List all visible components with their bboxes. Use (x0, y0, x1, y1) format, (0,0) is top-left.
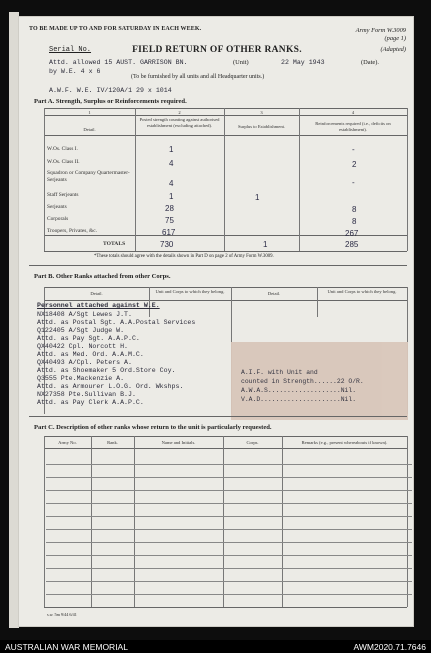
part-a-header-rule (44, 135, 407, 136)
form-adapted-text: (Adapted) (380, 45, 406, 53)
typed-line-6: Attd. as Med. Ord. A.A.M.C. (37, 351, 144, 358)
attached-slip (231, 342, 408, 420)
typed-line-3: Q122405 A/Sgt Judge W. (37, 327, 125, 334)
slip-line-4: V.A.D.....................Nil. (241, 396, 357, 403)
total-reinf: 285 (345, 240, 359, 249)
slip-line-1: A.I.F. with Unit and (241, 369, 318, 376)
part-c-row-rule (46, 477, 412, 478)
typed-line-7: QX40493 A/Cpl. Peters A. (37, 359, 132, 366)
col-number-1: 1 (88, 110, 91, 115)
printer-note: s.w. 5m 9/44 6/41 (47, 612, 77, 617)
reinf-cpl: 8 (352, 217, 357, 226)
typed-line-2: Attd. as Postal Sgt. A.A.Postal Services (37, 319, 196, 326)
typed-line-12: Attd. as Pay Clerk A.A.P.C. (37, 399, 144, 406)
row-label-cqms: Squadron or Company Quartermaster-Serjeants (47, 170, 130, 183)
part-a-bottom-rule (44, 251, 407, 252)
form-number-text: Army Form W.3009 (355, 27, 406, 34)
col-number-3: 3 (260, 110, 263, 115)
part-a-label: Part A. (34, 98, 55, 105)
date-value: 22 May 1943 (281, 59, 325, 66)
part-c-row-rule (46, 516, 412, 517)
furnished-note: (To be furnished by all units and all Headquarter units.) (131, 74, 265, 80)
reinf-pte: 267 (345, 229, 359, 238)
col-header-surplus: Surplus to Establishment. (237, 124, 286, 129)
posted-staff-sjt: 1 (169, 192, 174, 201)
part-a-separator (29, 265, 407, 266)
by-line: by W.E. 4 x 6 (49, 68, 101, 75)
date-label: (Date). (361, 59, 379, 66)
posted-wo1: 1 (169, 145, 174, 154)
row-label-wo1: W.Os. Class I. (47, 146, 78, 152)
part-c-heading (34, 424, 272, 431)
part-a-vline-1 (135, 108, 136, 251)
col-header-posted: Posted strength counting against authorised establishment (excluding attached). (139, 117, 220, 128)
typed-line-5: QX40422 Cpl. Norcott H. (37, 343, 129, 350)
part-c-col-remarks: Remarks (e.g., present whereabouts if known). (301, 440, 388, 445)
attd-line: Attd. allowed 15 AUST. GARRISON BN. (49, 59, 188, 66)
col-number-2: 2 (178, 110, 181, 115)
part-c-row-rule (46, 581, 412, 582)
part-c-col-name: Name and Initials. (161, 440, 196, 445)
reinf-wo2: 2 (352, 160, 357, 169)
part-b-col-unit-1: Unit and Corps to which they belong. (155, 289, 225, 294)
part-c-row-rule (46, 568, 412, 569)
slip-line-2: counted in Strength......22 O/R. (241, 378, 364, 385)
part-b-title: Other Ranks attached from other Corps. (55, 273, 171, 280)
col-header-detail: Detail. (83, 127, 96, 132)
archive-accession-number: AWM2020.71.7646 (353, 641, 426, 652)
part-a-heading (34, 98, 187, 105)
part-a-title: Strength, Surplus or Reinforcements required. (55, 98, 187, 105)
part-a-vline-4 (407, 108, 408, 251)
awe-line: A.W.F. W.E. IV/120A/1 29 x 1014 (49, 87, 172, 94)
part-b-separator (29, 416, 407, 417)
part-a-top-rule (44, 108, 407, 109)
personnel-attached-heading: Personnel attached against W.E. (37, 302, 160, 309)
row-label-staff-sjt: Staff Serjeants (47, 192, 79, 198)
part-c-row-rule (46, 594, 412, 595)
part-c-row-rule (46, 490, 412, 491)
typed-line-10: Attd. as Armourer L.O.G. Ord. Wkshps. (37, 383, 184, 390)
total-posted: 730 (160, 240, 174, 249)
surplus-staff-sjt: 1 (255, 193, 260, 202)
typed-line-1: NX18408 A/Sgt Lewes J.T. (37, 311, 132, 318)
part-b-heading (34, 273, 170, 280)
row-label-sjt: Serjeants (47, 204, 67, 210)
form-title: FIELD RETURN OF OTHER RANKS. (132, 45, 302, 55)
archive-caption-bar (0, 640, 431, 653)
part-c-row-rule (46, 542, 412, 543)
part-b-col-unit-2: Unit and Corps to which they belong. (327, 289, 397, 294)
col-header-reinforcements: Reinforcements required (i.e., deficits on establishment). (315, 121, 391, 132)
part-a-footnote: *These totals should agree with the details shown in Part D on page 2 of Army Form W.3009. (94, 254, 274, 259)
posted-cpl: 75 (165, 216, 174, 225)
row-label-wo2: W.Os. Class II. (47, 159, 80, 165)
part-c-row-rule (46, 464, 412, 465)
posted-cqms: 4 (169, 179, 174, 188)
part-c-col-corps: Corps. (246, 440, 259, 445)
reinf-wo1: - (352, 145, 355, 154)
posted-sjt: 28 (165, 204, 174, 213)
part-c-col-rank: Rank. (107, 440, 118, 445)
part-b-col-detail-1: Detail. (90, 291, 103, 296)
part-c-title: Description of other ranks whose return to the unit is particularly requested. (56, 424, 272, 431)
typed-line-4: Attd. as Pay Sgt. A.A.P.C. (37, 335, 140, 342)
part-c-row-rule (46, 529, 412, 530)
slip-line-3: A.W.A.S...................Nil. (241, 387, 357, 394)
part-c-col-army-no: Army No. (58, 440, 77, 445)
part-c-row-rule (46, 503, 412, 504)
part-c-bottom-rule (44, 607, 407, 608)
serial-label: Serial No. (49, 46, 92, 54)
posted-wo2: 4 (169, 159, 174, 168)
part-c-vline-0 (44, 436, 45, 607)
total-surplus: 1 (263, 240, 268, 249)
unit-label: (Unit) (233, 59, 249, 66)
part-b-col-detail-2: Detail. (267, 291, 281, 296)
form-page-text: (page 1) (384, 35, 406, 43)
typed-line-11: NX27358 Pte.Sullivan B.J. (37, 391, 136, 398)
part-c-header-rule (44, 448, 407, 449)
part-c-label: Part C. (34, 424, 55, 431)
posted-pte: 617 (162, 228, 176, 237)
reinf-cqms: - (352, 178, 355, 187)
typed-line-8: Attd. as Shoemaker 5 Ord.Store Coy. (37, 367, 176, 374)
typed-line-9: Q3555 Pte.Mackenzie A. (37, 375, 125, 382)
part-b-top-rule (44, 287, 407, 288)
row-label-cpl: Corporals (47, 216, 69, 222)
reinf-sjt: 8 (352, 205, 357, 214)
part-a-vline-3 (299, 108, 300, 251)
part-b-vline-3 (317, 287, 318, 317)
part-b-label: Part B. (34, 273, 55, 280)
col-number-4: 4 (351, 110, 355, 115)
part-b-header-rule (44, 300, 407, 301)
row-label-pte: Troopers, Privates, &c. (47, 228, 97, 234)
part-c-top-rule (44, 436, 407, 437)
top-note: TO BE MADE UP TO AND FOR SATURDAY IN EACH WEEK. (29, 26, 202, 32)
totals-label: TOTALS (103, 241, 126, 247)
part-c-row-rule (46, 555, 412, 556)
archive-name: AUSTRALIAN WAR MEMORIAL (5, 641, 128, 652)
form-page (18, 16, 414, 627)
